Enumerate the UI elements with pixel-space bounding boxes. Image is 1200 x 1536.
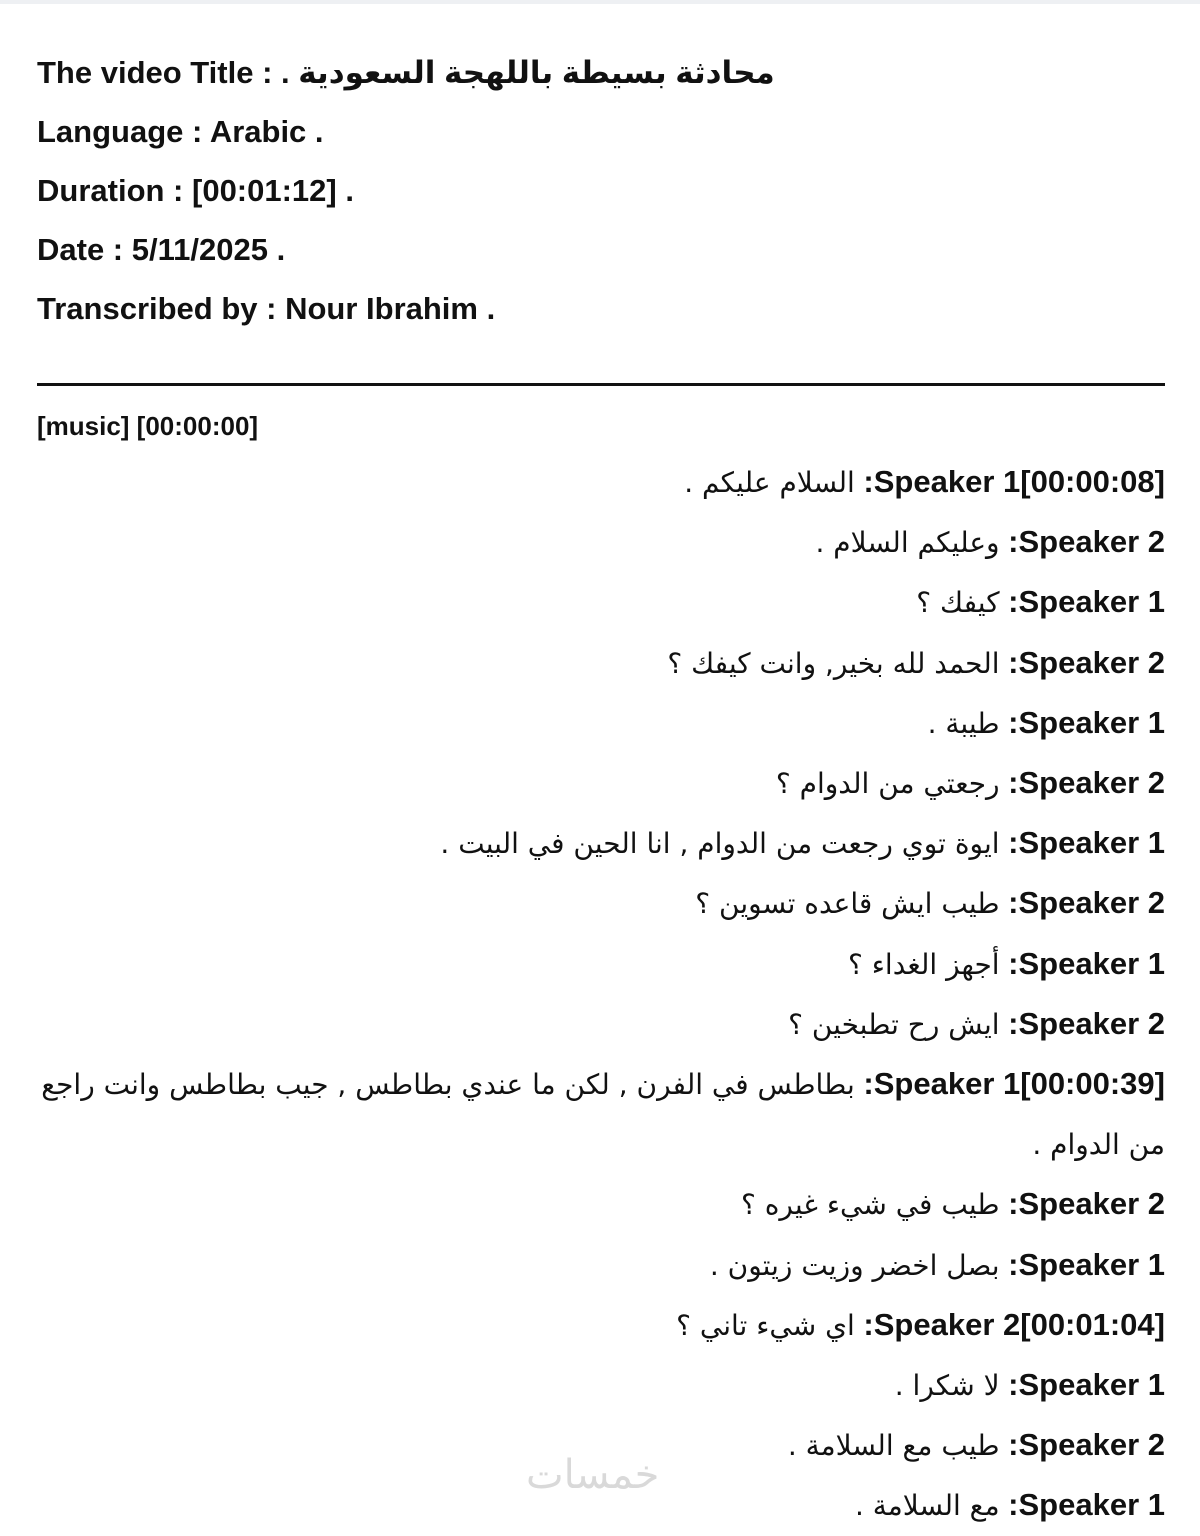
utterance-text: لا شكرا . (894, 1369, 1000, 1403)
date-value: 5/11/2025 . (131, 232, 286, 267)
utterance-text: السلام عليكم . (684, 466, 855, 499)
speaker-label: Speaker 1 (1018, 1367, 1165, 1403)
speaker-colon: : (999, 524, 1019, 560)
transcript-line (37, 693, 1165, 753)
video-title-value: محادثة بسيطة باللهجة السعودية . (281, 55, 775, 90)
transcriber-line (37, 284, 1167, 343)
utterance-text: بطاطس في الفرن , لكن ما عندي بطاطس , جيب بطاطس وانت راجع من الدوام . (41, 1068, 1165, 1162)
speaker-label: Speaker 1 (1018, 1246, 1165, 1282)
speaker-label: Speaker 1 (1018, 825, 1165, 861)
top-edge-strip (0, 0, 1200, 4)
speaker-colon: : (999, 885, 1019, 921)
language-line (37, 107, 1167, 166)
utterance-text: طيب مع السلامة . (787, 1429, 1000, 1463)
speaker-label: Speaker 2 (1018, 1186, 1165, 1222)
speaker-colon: : (999, 1427, 1019, 1463)
speaker-label: Speaker 2 (1018, 1005, 1165, 1041)
speaker-colon: : (999, 1487, 1019, 1523)
video-title-label: The video Title : (37, 55, 282, 90)
transcript-line (37, 1174, 1165, 1234)
utterance-text: ايش رح تطبخين ؟ (788, 1007, 1000, 1041)
speaker-label: Speaker 1 (1018, 584, 1165, 620)
language-value: Arabic . (209, 114, 324, 149)
duration-label: Duration : (37, 173, 192, 208)
speaker-label: Speaker 1 (873, 464, 1021, 499)
speaker-label: Speaker 2 (1018, 644, 1165, 680)
video-title-line (37, 48, 1167, 107)
speaker-colon: : (999, 825, 1019, 861)
metadata-block (37, 48, 1167, 343)
speaker-colon: : (999, 704, 1019, 740)
utterance-text: بصل اخضر وزيت زيتون . (709, 1248, 1000, 1282)
utterance-text: طيب ايش قاعده تسوين ؟ (695, 887, 1000, 921)
utterance-text: أجهز الغداء ؟ (847, 947, 1000, 981)
utterance-text: وعليكم السلام . (815, 526, 1000, 560)
transcript-line (37, 813, 1165, 873)
transcriber-value: Nour Ibrahim . (285, 291, 496, 326)
date-label: Date : (37, 232, 132, 267)
speaker-label: Speaker 2 (1018, 765, 1165, 801)
speaker-label: Speaker 2 (873, 1306, 1021, 1342)
speaker-colon: : (999, 945, 1019, 981)
speaker-label: Speaker 1 (873, 1066, 1021, 1102)
transcript-line (37, 753, 1165, 813)
date-line (37, 225, 1167, 284)
speaker-colon: : (854, 464, 874, 499)
duration-value: [00:01:12] . (192, 173, 354, 208)
utterance-text: كيفك ؟ (916, 586, 1000, 620)
utterance-text: ايوة توي رجعت من الدوام , انا الحين في البيت . (440, 827, 1000, 861)
utterance-text: مع السلامة . (854, 1489, 1000, 1523)
section-divider (37, 383, 1165, 386)
transcript-line (37, 994, 1165, 1054)
speaker-colon: : (999, 1367, 1019, 1403)
speaker-colon: : (999, 765, 1019, 801)
speaker-colon: : (854, 1066, 874, 1102)
transcript-line (37, 934, 1165, 994)
transcript-line (37, 1295, 1165, 1355)
speaker-label: Speaker 2 (1018, 1427, 1165, 1463)
speaker-colon: : (999, 584, 1019, 620)
speaker-label: Speaker 1 (1018, 704, 1165, 740)
speaker-colon: : (854, 1306, 874, 1342)
transcript-line (37, 1054, 1165, 1174)
timestamp: [00:01:04] (1020, 1306, 1165, 1342)
language-label: Language : (37, 114, 210, 149)
utterance-text: اي شيء تاني ؟ (676, 1308, 855, 1342)
timestamp: [00:00:08] (1020, 464, 1165, 499)
transcript-line (37, 1355, 1165, 1415)
transcript-line (37, 1235, 1165, 1295)
utterance-text: رجعتي من الدوام ؟ (775, 767, 1000, 801)
timestamp: [00:00:39] (1020, 1066, 1165, 1102)
watermark-logo: خمسات (526, 1452, 660, 1498)
transcript-line (37, 572, 1165, 632)
transcript-line (37, 452, 1165, 512)
speaker-colon: : (999, 644, 1019, 680)
transcript-line (37, 512, 1165, 572)
transcript-line (37, 873, 1165, 933)
speaker-label: Speaker 1 (1018, 1487, 1165, 1523)
utterance-text: الحمد لله بخير, وانت كيفك ؟ (667, 646, 1000, 680)
utterance-text: طيب في شيء غيره ؟ (740, 1188, 1000, 1222)
speaker-colon: : (999, 1246, 1019, 1282)
transcriber-label: Transcribed by : (37, 291, 286, 326)
speaker-label: Speaker 2 (1018, 885, 1165, 921)
transcript-body (37, 452, 1165, 1536)
utterance-text: طيبة . (927, 706, 1000, 740)
duration-line (37, 166, 1167, 225)
transcript-line (37, 633, 1165, 693)
speaker-colon: : (999, 1186, 1019, 1222)
speaker-label: Speaker 2 (1018, 524, 1165, 560)
music-tag: [music] [00:00:00] (37, 411, 259, 441)
speaker-colon: : (999, 1005, 1019, 1041)
speaker-label: Speaker 1 (1018, 945, 1165, 981)
